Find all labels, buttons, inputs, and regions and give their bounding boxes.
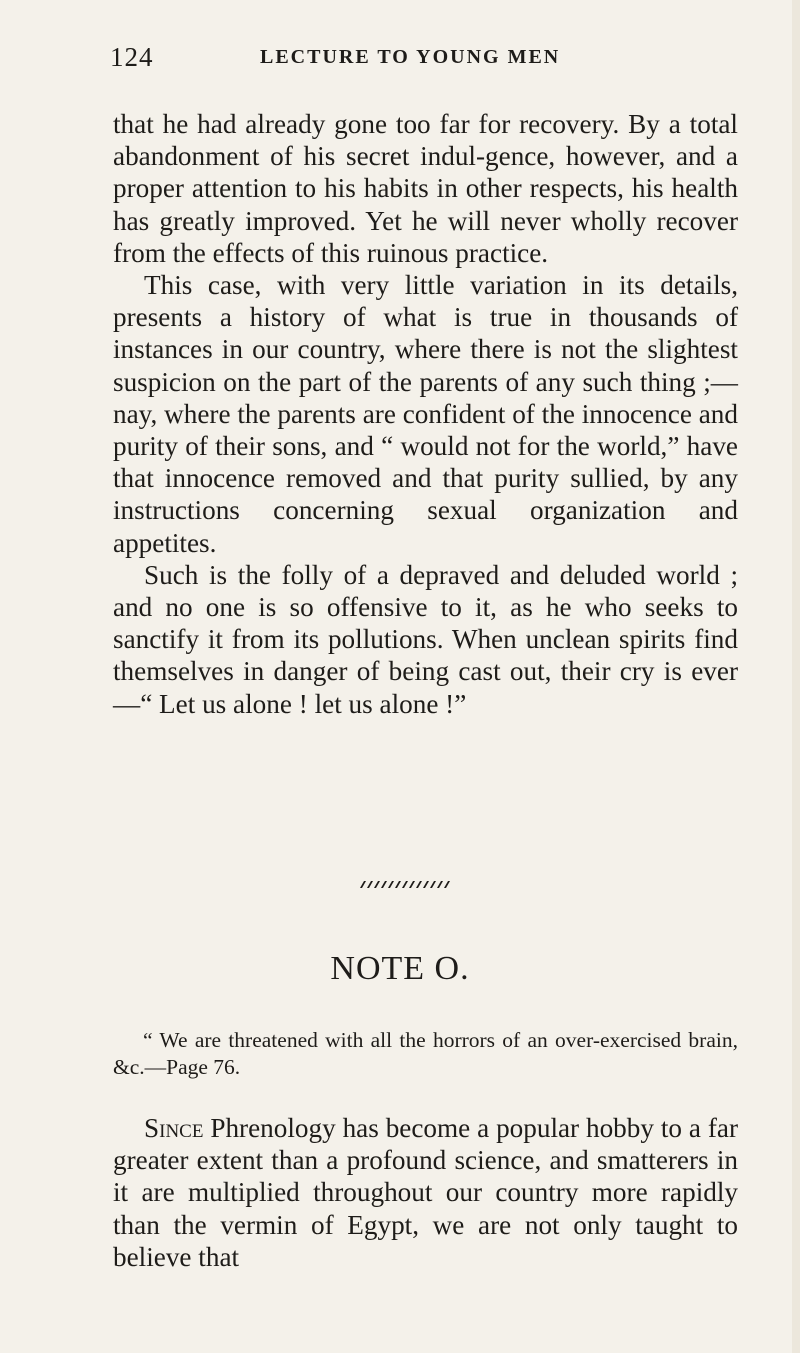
- note-quote: “ We are threatened with all the horrors of an over-exercised brain, &c.—Page 76.: [113, 1028, 738, 1079]
- paragraph: Such is the folly of a depraved and deluded world ; and no one is so offensive to it, as he who seeks to sanctify it from its pollutions. When unclean spirits find themselves in danger of being cast out, their cry is ever—“ Let us alone ! let us alone !”: [113, 559, 738, 719]
- page-header: [110, 42, 730, 78]
- note-paragraph: [113, 1112, 738, 1273]
- ornament-rule: [360, 880, 452, 890]
- paragraph-continued: that he had already gone too far for recovery. By a total abandonment of his secret indul-gence, however, and a proper attention to his habits in other respects, his health has greatly improved. Yet he will never wholly recover from the effects of this ruinous practice.: [113, 109, 738, 268]
- note-first-word: Since: [144, 1113, 204, 1143]
- section-divider-ornament: [360, 878, 490, 894]
- running-title: LECTURE TO YOUNG MEN: [260, 46, 561, 68]
- note-heading: NOTE O.: [330, 950, 470, 987]
- page-number: 124: [110, 42, 154, 72]
- paragraph: This case, with very little variation in its details, presents a history of what is true in thousands of instances in our country, where there is not the slightest suspicion on the part of the parents of any such thing ;—nay, where the parents are confident of the innocence and purity of their sons, and “ would not for the world,” have that innocence removed and that purity sullied, by any instructions concerning sexual organization and appetites.: [113, 270, 738, 558]
- note-text: Phrenology has become a popular hobby to a far greater extent than a profound science, and smatterers in it are multiplied throughout our country more rapidly than the vermin of Egypt, we are not only taught to believe that: [113, 1113, 738, 1272]
- page-edge: [792, 0, 800, 1353]
- main-text: [113, 108, 738, 720]
